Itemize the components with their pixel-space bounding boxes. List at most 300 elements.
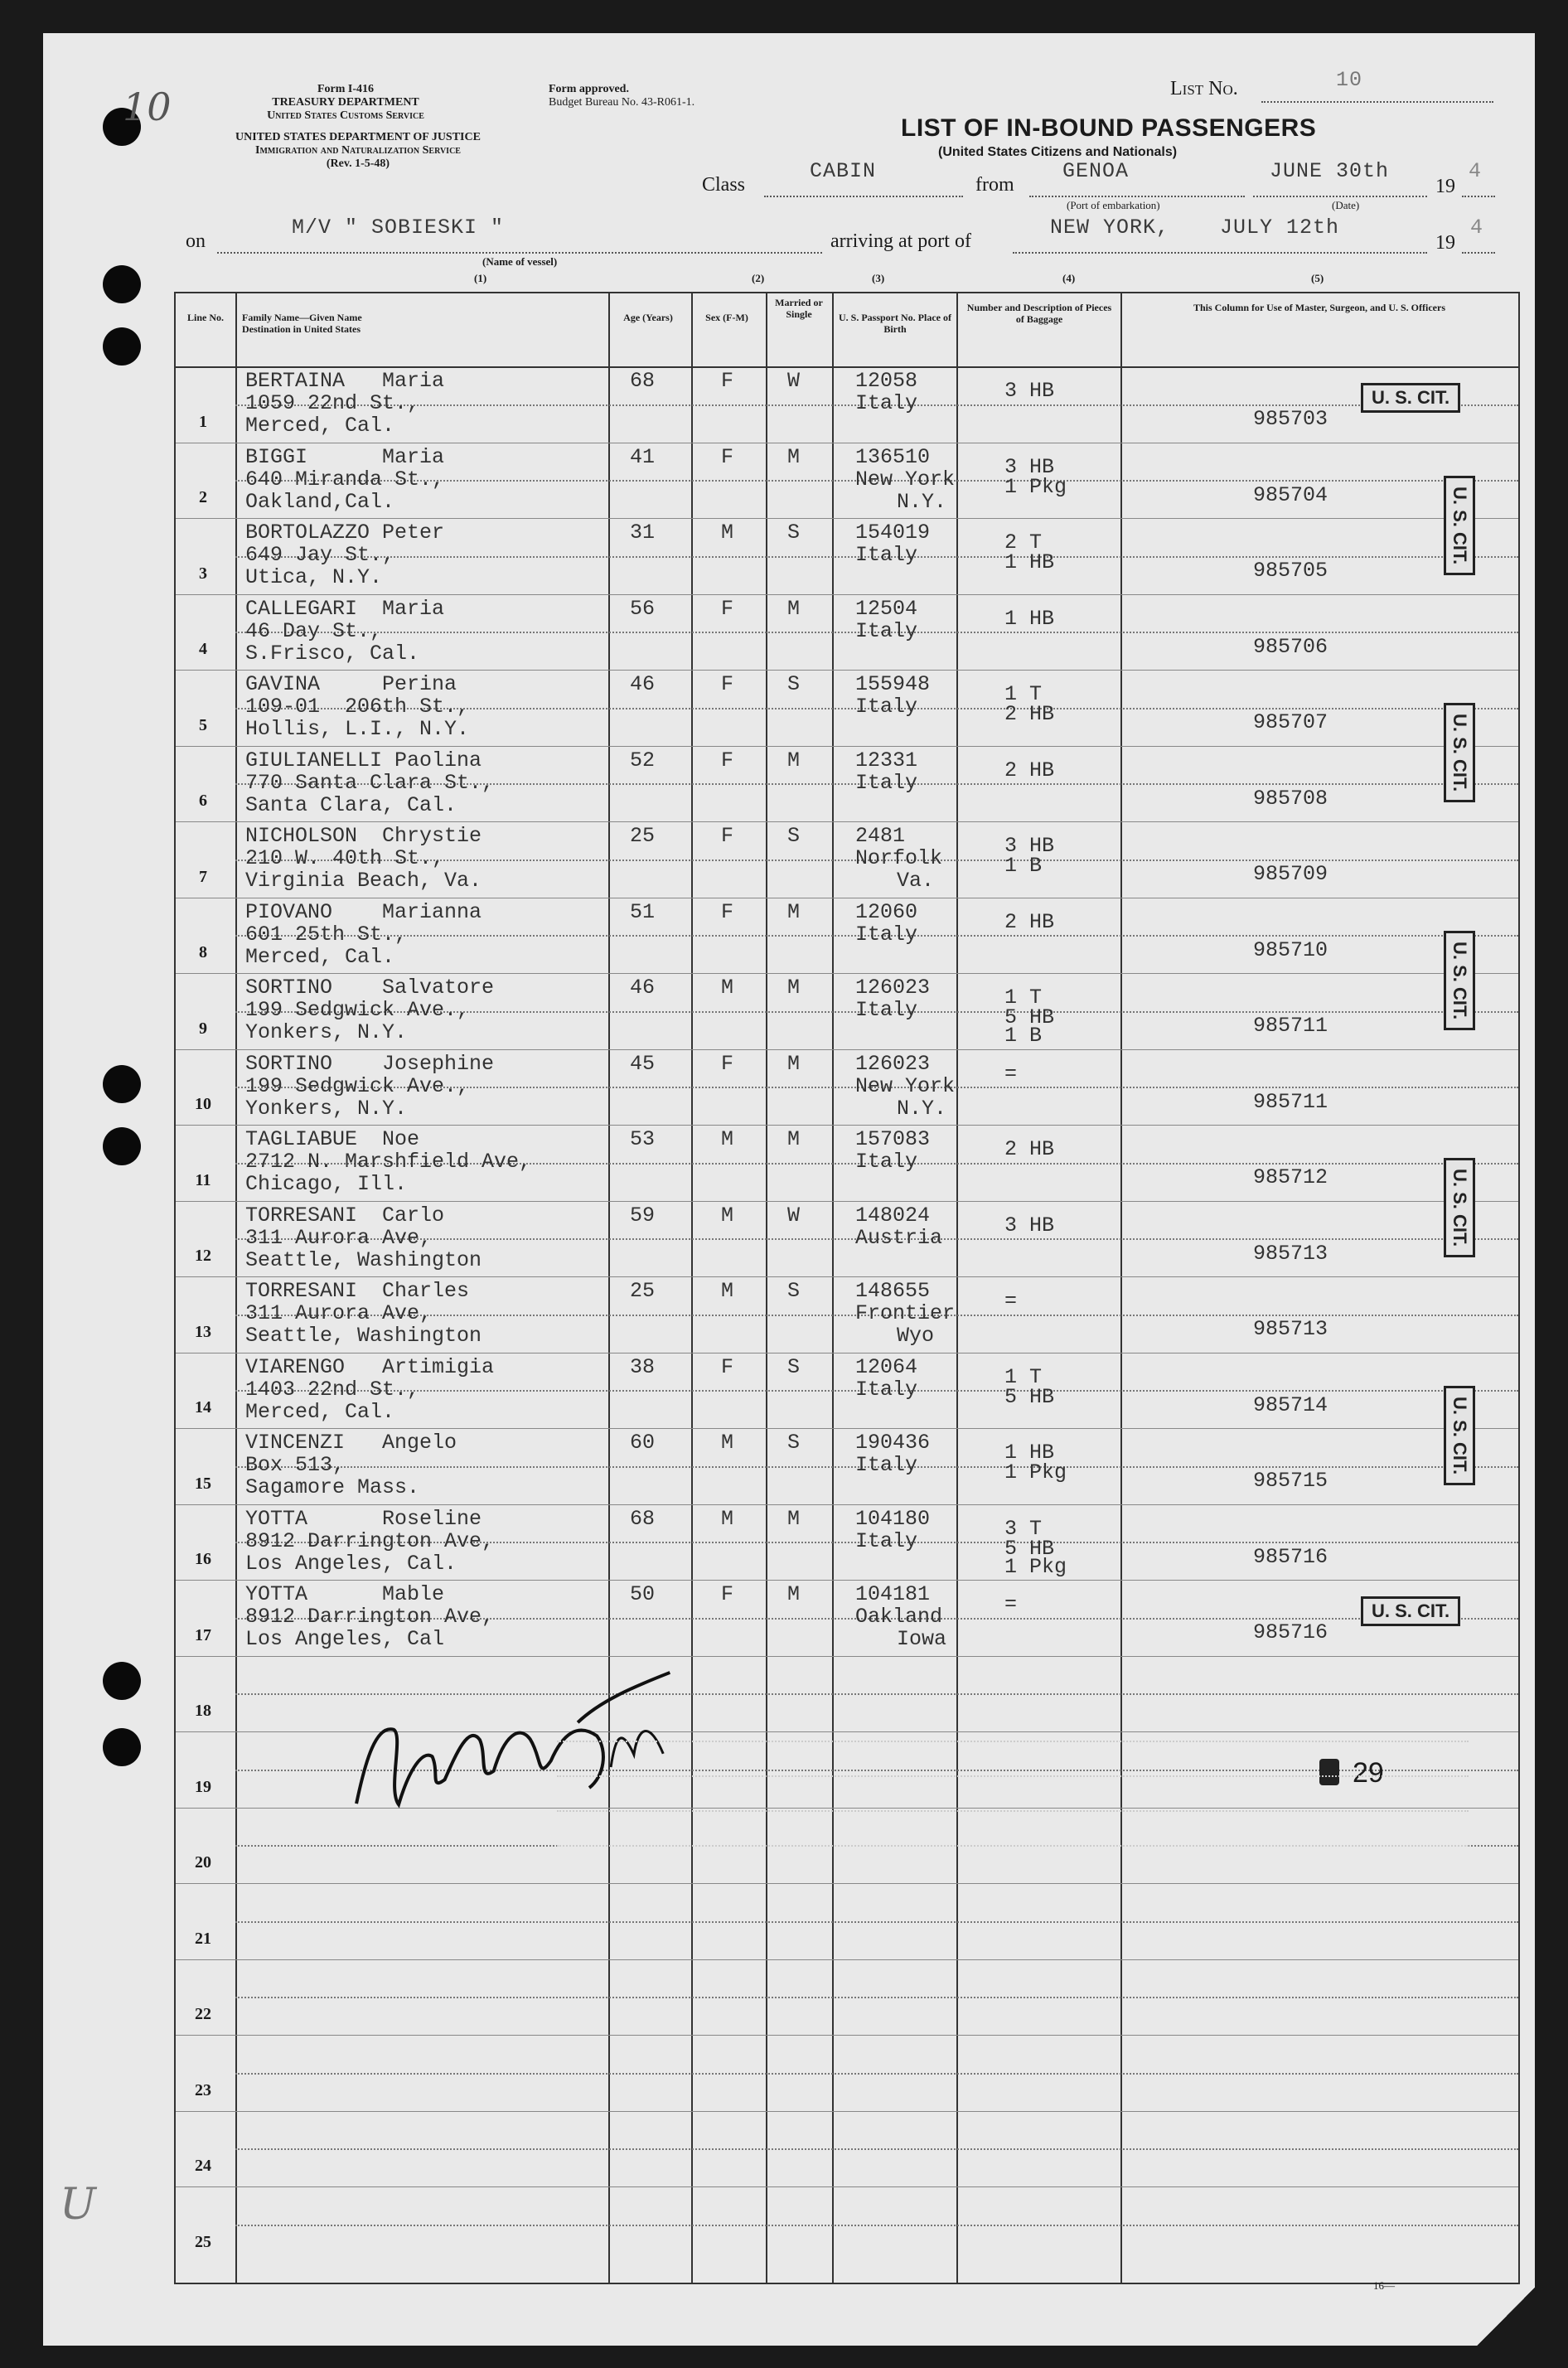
col-divider xyxy=(691,293,693,2283)
row-divider xyxy=(176,670,1518,671)
row-divider xyxy=(176,1125,1518,1126)
passenger-city: Santa Clara, Cal. xyxy=(245,792,457,817)
birth-place: Italy xyxy=(855,998,918,1022)
passenger-sex: F xyxy=(721,672,734,696)
passenger-city: Hollis, L.I., N.Y. xyxy=(245,717,470,741)
line-number: 19 xyxy=(195,1777,211,1796)
passenger-city: Seattle, Washington xyxy=(245,1247,482,1272)
col-number: (3) xyxy=(872,272,885,284)
punch-hole xyxy=(103,1662,141,1700)
passenger-city: Yonkers, N.Y. xyxy=(245,1096,408,1121)
passenger-age: 60 xyxy=(630,1431,656,1455)
date-caption: (Date) xyxy=(1332,199,1360,211)
birth-place: Norfolk xyxy=(855,846,943,870)
total-count: 29 xyxy=(1353,1757,1384,1789)
row-divider xyxy=(176,1504,1518,1505)
baggage-item: 3 T xyxy=(1004,1516,1043,1541)
officer-code: 985703 xyxy=(1253,407,1328,431)
line-number: 3 xyxy=(199,564,207,583)
passenger-sex: F xyxy=(721,369,734,393)
marital-status: M xyxy=(787,1127,801,1151)
row-divider xyxy=(176,746,1518,747)
baggage-item: 5 HB xyxy=(1004,1384,1055,1409)
revision: (Rev. 1-5-48) xyxy=(326,157,390,170)
dotted-guide xyxy=(235,2073,1518,2075)
passenger-city: Merced, Cal. xyxy=(245,944,395,969)
birth-place: Italy xyxy=(855,391,918,415)
officer-code: 985711 xyxy=(1253,1089,1328,1114)
passenger-address: 649 Jay St., xyxy=(245,543,395,567)
vessel-caption: (Name of vessel) xyxy=(482,255,558,268)
passenger-sex: M xyxy=(721,976,734,1000)
manifest-page xyxy=(43,33,1535,2346)
from-value: GENOA xyxy=(1062,159,1130,183)
officer-code: 985708 xyxy=(1253,786,1328,811)
passenger-age: 46 xyxy=(630,672,656,696)
row-divider xyxy=(176,2035,1518,2036)
year2-value: 4 xyxy=(1470,215,1484,240)
col-divider xyxy=(1120,293,1122,2283)
passenger-address: 199 Sedgwick Ave., xyxy=(245,998,470,1022)
passport-number: 126023 xyxy=(855,1051,931,1076)
passenger-city: Utica, N.Y. xyxy=(245,565,383,589)
passenger-address: 601 25th St., xyxy=(245,922,408,947)
passenger-address: 311 Aurora Ave, xyxy=(245,1225,433,1250)
officer-code: 985710 xyxy=(1253,937,1328,962)
passenger-sex: F xyxy=(721,596,734,621)
col-divider xyxy=(766,293,767,2283)
us-citizen-stamp: U. S. CIT. xyxy=(1444,931,1475,1030)
ins-name: Immigration and Naturalization Service xyxy=(255,144,461,157)
passenger-address: 210 W. 40th St., xyxy=(245,846,445,870)
marital-status: M xyxy=(787,976,801,1000)
year-line xyxy=(1462,196,1495,197)
passenger-sex: F xyxy=(721,899,734,924)
line-number: 1 xyxy=(199,412,207,431)
passenger-age: 45 xyxy=(630,1051,656,1076)
marital-status: S xyxy=(787,1354,801,1379)
row-divider xyxy=(176,594,1518,595)
class-line xyxy=(764,196,963,197)
document-title: LIST OF IN-BOUND PASSENGERS xyxy=(901,114,1317,142)
marital-status: S xyxy=(787,824,801,848)
year2-label: 19 xyxy=(1435,232,1455,254)
passenger-name: VINCENZI Angelo xyxy=(245,1431,457,1455)
line-number: 9 xyxy=(199,1019,207,1038)
passenger-sex: F xyxy=(721,824,734,848)
col-head-baggage: Number and Description of Pieces of Baggage xyxy=(966,302,1112,325)
baggage-item: 2 HB xyxy=(1004,1137,1055,1161)
marital-status: M xyxy=(787,1582,801,1606)
baggage-item: 1 T xyxy=(1004,1364,1043,1389)
us-citizen-stamp: U. S. CIT. xyxy=(1444,1386,1475,1485)
passenger-city: Yonkers, N.Y. xyxy=(245,1020,408,1044)
officer-code: 985706 xyxy=(1253,634,1328,659)
passport-number: 12504 xyxy=(855,596,918,621)
row-divider xyxy=(176,973,1518,974)
passenger-name: BIGGI Maria xyxy=(245,444,445,469)
marital-status: W xyxy=(787,1203,801,1228)
baggage-item: 3 HB xyxy=(1004,379,1055,403)
date-value: JUNE 30th xyxy=(1270,159,1390,183)
baggage-item: = xyxy=(1004,1289,1018,1313)
marital-status: M xyxy=(787,748,801,772)
passenger-city: Los Angeles, Cal xyxy=(245,1627,445,1651)
passport-number: 104180 xyxy=(855,1506,931,1531)
passport-number: 12060 xyxy=(855,899,918,924)
budget-line: Budget Bureau No. 43-R061-1. xyxy=(549,96,695,109)
passport-number: 155948 xyxy=(855,672,931,696)
bleed-through xyxy=(557,1724,1469,1890)
passport-number: 104181 xyxy=(855,1582,931,1606)
form-number: Form I-416 xyxy=(317,83,375,95)
line-number: 20 xyxy=(195,1853,211,1872)
on-label: on xyxy=(186,230,206,252)
passenger-name: TORRESANI Carlo xyxy=(245,1203,445,1228)
row-divider xyxy=(176,1049,1518,1050)
arrival-date-value: JULY 12th xyxy=(1220,215,1340,240)
marital-status: S xyxy=(787,672,801,696)
passport-number: 154019 xyxy=(855,521,931,545)
baggage-item: 3 HB xyxy=(1004,454,1055,479)
passenger-address: 8912 Darrington Ave, xyxy=(245,1605,495,1629)
col-head-sex: Sex (F-M) xyxy=(705,312,748,323)
passenger-address: 311 Aurora Ave, xyxy=(245,1301,433,1325)
passport-number: 157083 xyxy=(855,1127,931,1151)
col-divider xyxy=(608,293,610,2283)
row-divider xyxy=(176,1428,1518,1429)
passenger-age: 46 xyxy=(630,976,656,1000)
class-label: Class xyxy=(702,174,746,196)
passenger-address: 2712 N. Marshfield Ave, xyxy=(245,1150,532,1174)
col-number: (4) xyxy=(1062,272,1076,284)
officer-code: 985704 xyxy=(1253,482,1328,507)
arriving-label: arriving at port of xyxy=(830,230,971,252)
baggage-item: 1 T xyxy=(1004,985,1043,1010)
passenger-address: 1059 22nd St., xyxy=(245,391,420,415)
row-divider xyxy=(176,821,1518,822)
passenger-name: CALLEGARI Maria xyxy=(245,596,445,621)
line-number: 8 xyxy=(199,943,207,961)
row-divider xyxy=(176,2186,1518,2187)
line-number: 13 xyxy=(195,1322,211,1341)
passenger-address: Box 513, xyxy=(245,1453,346,1477)
passenger-name: TAGLIABUE Noe xyxy=(245,1127,420,1151)
passenger-sex: M xyxy=(721,1279,734,1303)
passenger-name: SORTINO Salvatore xyxy=(245,976,495,1000)
marital-status: M xyxy=(787,596,801,621)
service-name: United States Customs Service xyxy=(267,109,424,122)
baggage-item: 1 Pkg xyxy=(1004,1554,1067,1579)
passenger-address: 199 Sedgwick Ave., xyxy=(245,1073,470,1098)
passport-number: 2481 xyxy=(855,824,906,848)
dotted-guide xyxy=(235,2148,1518,2150)
punch-hole xyxy=(103,1728,141,1766)
footer-code: 16— xyxy=(1373,2279,1395,2292)
line-number: 18 xyxy=(195,1702,211,1720)
col-head-married: Married or Single xyxy=(775,297,823,320)
line-number: 16 xyxy=(195,1550,211,1568)
line-number: 21 xyxy=(195,1929,211,1948)
marital-status: M xyxy=(787,899,801,924)
list-no-line xyxy=(1261,101,1493,103)
year-value: 4 xyxy=(1469,159,1483,183)
passport-number: 12058 xyxy=(855,369,918,393)
dotted-guide xyxy=(235,1997,1518,1998)
passenger-city: Los Angeles, Cal. xyxy=(245,1551,457,1576)
col-divider xyxy=(956,293,958,2283)
col-number: (5) xyxy=(1311,272,1324,284)
us-citizen-stamp: U. S. CIT. xyxy=(1444,1158,1475,1257)
passenger-name: BERTAINA Maria xyxy=(245,369,445,393)
passenger-city: Merced, Cal. xyxy=(245,1399,395,1424)
baggage-item: 1 HB xyxy=(1004,606,1055,631)
row-divider xyxy=(176,1201,1518,1202)
officer-code: 985716 xyxy=(1253,1544,1328,1569)
us-citizen-stamp: U. S. CIT. xyxy=(1444,476,1475,575)
officer-code: 985712 xyxy=(1253,1165,1328,1189)
passenger-sex: F xyxy=(721,1051,734,1076)
approval-block xyxy=(549,83,694,109)
birth-state: N.Y. xyxy=(897,489,947,514)
arrival-line xyxy=(1013,252,1427,254)
passenger-age: 53 xyxy=(630,1127,656,1151)
passenger-city: Virginia Beach, Va. xyxy=(245,869,482,893)
line-number: 25 xyxy=(195,2232,211,2251)
officer-code: 985713 xyxy=(1253,1317,1328,1341)
birth-place: Italy xyxy=(855,770,918,795)
port-embark-caption: (Port of embarkation) xyxy=(1067,199,1160,211)
us-citizen-stamp: U. S. CIT. xyxy=(1361,383,1460,413)
officer-code: 985716 xyxy=(1253,1620,1328,1644)
officer-code: 985711 xyxy=(1253,1014,1328,1038)
passenger-name: TORRESANI Charles xyxy=(245,1279,470,1303)
passenger-address: 640 Miranda St., xyxy=(245,467,445,492)
dotted-guide xyxy=(235,1693,1518,1695)
birth-state: Va. xyxy=(897,869,935,893)
year-label: 19 xyxy=(1435,176,1455,197)
us-citizen-stamp: U. S. CIT. xyxy=(1444,703,1475,802)
passenger-age: 41 xyxy=(630,444,656,469)
passenger-age: 25 xyxy=(630,1279,656,1303)
col-divider xyxy=(235,293,237,2283)
row-divider xyxy=(176,1580,1518,1581)
passenger-age: 31 xyxy=(630,521,656,545)
officer-code: 985714 xyxy=(1253,1392,1328,1417)
from-label: from xyxy=(975,174,1014,196)
birth-state: Wyo xyxy=(897,1324,935,1348)
baggage-item: 1 T xyxy=(1004,682,1043,706)
doj-name: UNITED STATES DEPARTMENT OF JUSTICE xyxy=(235,131,481,143)
officer-code: 985713 xyxy=(1253,1241,1328,1266)
approval-line: Form approved. xyxy=(549,83,629,95)
row-divider xyxy=(176,2111,1518,2112)
passenger-age: 56 xyxy=(630,596,656,621)
marital-status: W xyxy=(787,369,801,393)
baggage-item: 2 HB xyxy=(1004,909,1055,934)
passenger-sex: M xyxy=(721,1127,734,1151)
passenger-name: VIARENGO Artimigia xyxy=(245,1354,495,1379)
col-number: (1) xyxy=(474,272,487,284)
baggage-item: 2 T xyxy=(1004,530,1043,554)
page-fold-corner xyxy=(1477,2288,1535,2346)
passenger-name: SORTINO Josephine xyxy=(245,1051,495,1076)
dotted-guide xyxy=(235,2225,1518,2226)
dotted-guide xyxy=(235,1921,1518,1923)
birth-place: Italy xyxy=(855,1150,918,1174)
punch-hole xyxy=(103,1065,141,1103)
officer-code: 985707 xyxy=(1253,710,1328,734)
passenger-sex: F xyxy=(721,1582,734,1606)
passenger-table xyxy=(174,292,1520,2284)
line-number: 11 xyxy=(195,1170,211,1189)
margin-mark-bottom: U xyxy=(60,2180,96,2230)
officer-code: 985709 xyxy=(1253,862,1328,886)
birth-place: Italy xyxy=(855,922,918,947)
baggage-item: 2 HB xyxy=(1004,702,1055,726)
punch-hole xyxy=(103,265,141,303)
passenger-age: 68 xyxy=(630,1506,656,1531)
passenger-address: 8912 Darrington Ave, xyxy=(245,1528,495,1553)
year2-line xyxy=(1462,252,1495,254)
passport-number: 148024 xyxy=(855,1203,931,1228)
col-head-passport: U. S. Passport No. Place of Birth xyxy=(839,312,951,335)
form-block xyxy=(250,83,441,123)
birth-place: New York xyxy=(855,467,956,492)
birth-place: Italy xyxy=(855,543,918,567)
birth-place: Austria xyxy=(855,1225,943,1250)
baggage-item: 3 HB xyxy=(1004,834,1055,858)
row-divider xyxy=(176,1276,1518,1277)
col-head-officers: This Column for Use of Master, Surgeon, and U. S. Officers xyxy=(1193,302,1445,313)
line-number: 5 xyxy=(199,715,207,734)
row-divider xyxy=(176,518,1518,519)
line-number: 15 xyxy=(195,1474,211,1493)
passenger-age: 25 xyxy=(630,824,656,848)
from-line xyxy=(1029,196,1245,197)
line-number: 12 xyxy=(195,1247,211,1265)
marital-status: S xyxy=(787,1431,801,1455)
birth-place: Italy xyxy=(855,1453,918,1477)
line-number: 24 xyxy=(195,2157,211,2175)
baggage-item: 1 B xyxy=(1004,1024,1043,1048)
line-number: 6 xyxy=(199,792,207,810)
baggage-item: = xyxy=(1004,1592,1018,1616)
line-number: 2 xyxy=(199,488,207,506)
passenger-name: BORTOLAZZO Peter xyxy=(245,521,445,545)
birth-place: New York xyxy=(855,1073,956,1098)
birth-place: Italy xyxy=(855,618,918,643)
passport-number: 190436 xyxy=(855,1431,931,1455)
passenger-city: Oakland,Cal. xyxy=(245,489,395,514)
passenger-age: 50 xyxy=(630,1582,656,1606)
passenger-address: 109-01 206th St., xyxy=(245,695,470,719)
line-number: 10 xyxy=(195,1095,211,1113)
passenger-city: Merced, Cal. xyxy=(245,414,395,438)
line-number: 7 xyxy=(199,867,207,886)
dept-name: TREASURY DEPARTMENT xyxy=(272,96,419,109)
margin-mark-top: 10 xyxy=(123,85,172,129)
passport-number: 12064 xyxy=(855,1354,918,1379)
passenger-name: GIULIANELLI Paolina xyxy=(245,748,482,772)
passenger-city: S.Frisco, Cal. xyxy=(245,641,420,666)
marital-status: M xyxy=(787,1051,801,1076)
officer-code: 985715 xyxy=(1253,1469,1328,1493)
col-head-age: Age (Years) xyxy=(623,312,673,323)
passport-number: 148655 xyxy=(855,1279,931,1303)
col-head-line: Line No. xyxy=(186,312,224,323)
passport-number: 136510 xyxy=(855,444,931,469)
vessel-value: M/V " SOBIESKI " xyxy=(292,215,505,240)
baggage-item: 1 Pkg xyxy=(1004,1460,1067,1484)
baggage-item: 1 HB xyxy=(1004,550,1055,574)
passenger-address: 1403 22nd St., xyxy=(245,1377,420,1402)
marital-status: M xyxy=(787,1506,801,1531)
marital-status: S xyxy=(787,521,801,545)
birth-state: N.Y. xyxy=(897,1096,947,1121)
passenger-age: 68 xyxy=(630,369,656,393)
line-number: 17 xyxy=(195,1625,211,1644)
row-divider xyxy=(176,1656,1518,1657)
birth-place: Italy xyxy=(855,695,918,719)
passenger-name: YOTTA Roseline xyxy=(245,1506,482,1531)
passenger-name: PIOVANO Marianna xyxy=(245,899,482,924)
class-value: CABIN xyxy=(810,159,877,183)
birth-place: Italy xyxy=(855,1528,918,1553)
baggage-item: 3 HB xyxy=(1004,1213,1055,1237)
row-divider xyxy=(176,1959,1518,1960)
vessel-line xyxy=(217,252,822,254)
passenger-sex: F xyxy=(721,1354,734,1379)
passenger-sex: M xyxy=(721,1506,734,1531)
passenger-sex: M xyxy=(721,1431,734,1455)
document-subtitle: (United States Citizens and Nationals) xyxy=(938,145,1178,159)
line-number: 14 xyxy=(195,1398,211,1416)
col-divider xyxy=(832,293,834,2283)
punch-hole xyxy=(103,327,141,366)
date-line xyxy=(1253,196,1427,197)
passenger-sex: M xyxy=(721,521,734,545)
list-no-label: List No. xyxy=(1170,78,1238,99)
baggage-item: 5 HB xyxy=(1004,1536,1055,1561)
officer-code: 985705 xyxy=(1253,559,1328,583)
line-number: 4 xyxy=(199,640,207,658)
punch-hole xyxy=(103,1127,141,1165)
list-no-value: 10 xyxy=(1336,68,1363,92)
passenger-name: GAVINA Perina xyxy=(245,672,457,696)
passenger-name: NICHOLSON Chrystie xyxy=(245,824,482,848)
marital-status: M xyxy=(787,444,801,469)
col-number: (2) xyxy=(752,272,765,284)
baggage-item: 1 HB xyxy=(1004,1441,1055,1465)
birth-state: Iowa xyxy=(897,1627,947,1651)
passenger-address: 770 Santa Clara St., xyxy=(245,770,495,795)
line-number: 22 xyxy=(195,2005,211,2023)
passenger-sex: F xyxy=(721,444,734,469)
passenger-age: 38 xyxy=(630,1354,656,1379)
passenger-city: Chicago, Ill. xyxy=(245,1172,408,1196)
us-citizen-stamp: U. S. CIT. xyxy=(1361,1596,1460,1626)
baggage-item: 2 HB xyxy=(1004,758,1055,782)
marital-status: S xyxy=(787,1279,801,1303)
col-head-name: Family Name—Given Name Destination in United States xyxy=(242,312,362,335)
baggage-item: 1 Pkg xyxy=(1004,474,1067,499)
passenger-age: 51 xyxy=(630,899,656,924)
passenger-age: 52 xyxy=(630,748,656,772)
passenger-address: 46 Day St., xyxy=(245,618,383,643)
arrival-port-value: NEW YORK, xyxy=(1050,215,1170,240)
passenger-name: YOTTA Mable xyxy=(245,1582,445,1606)
